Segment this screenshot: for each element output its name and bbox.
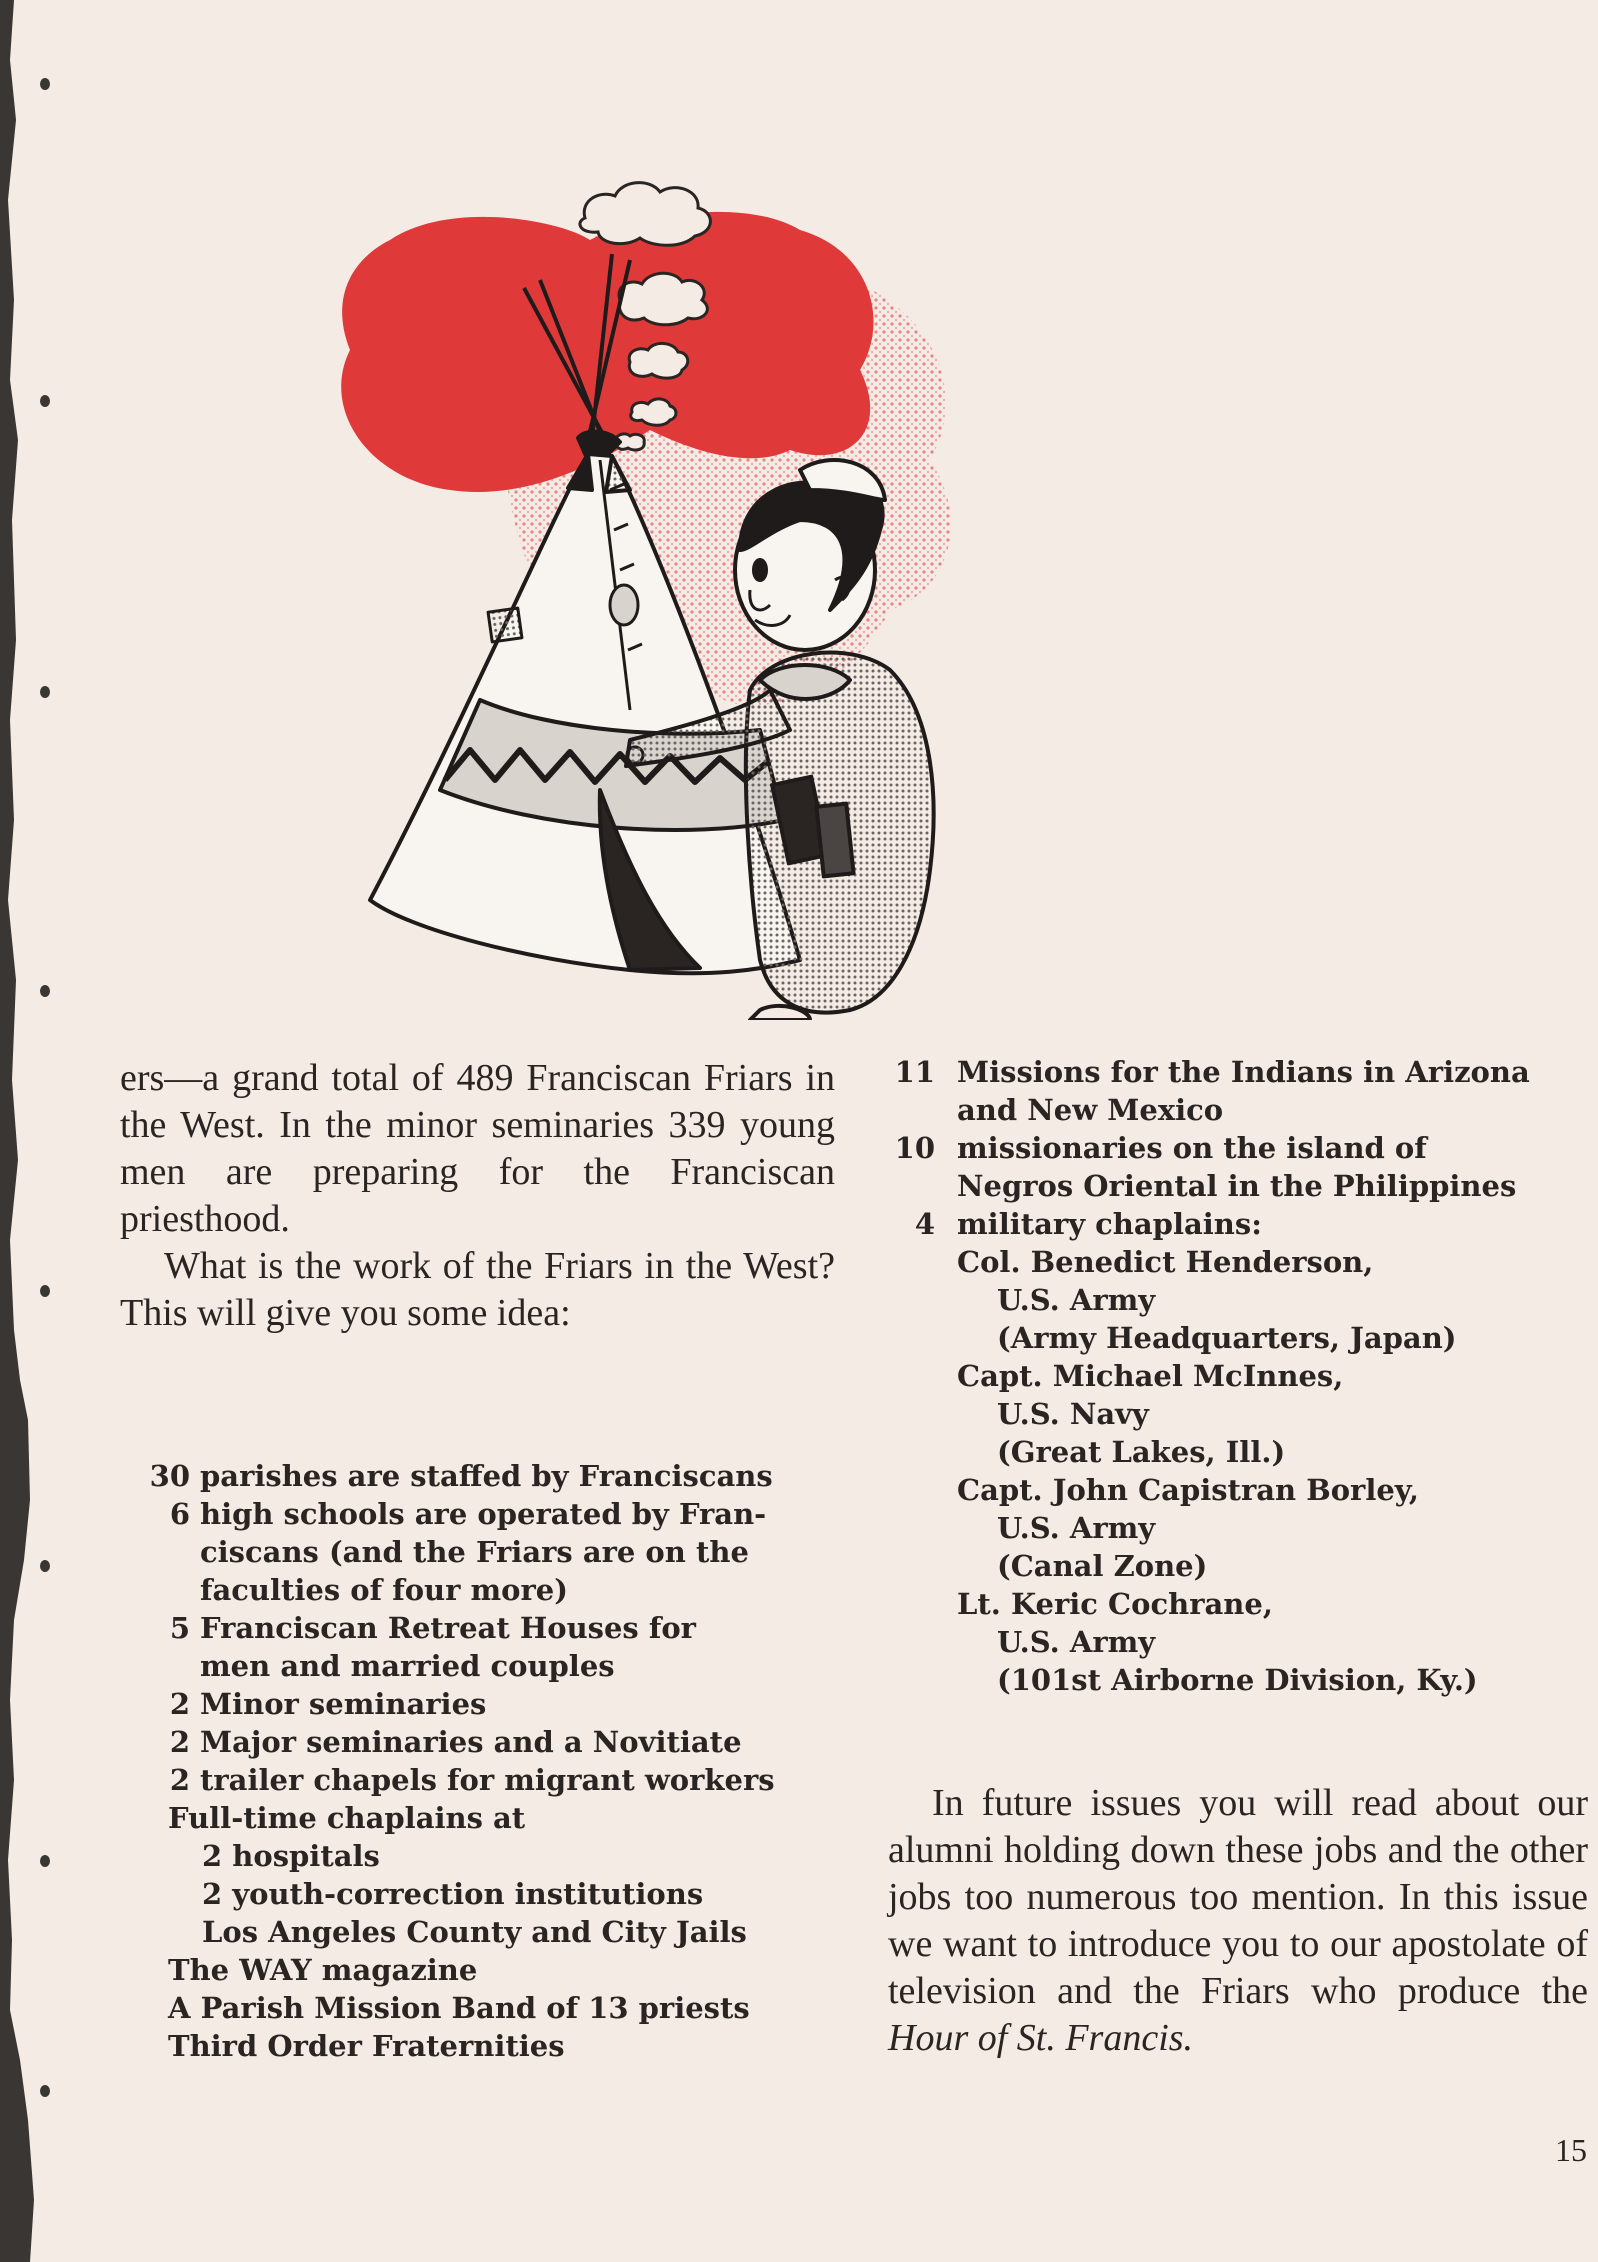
- chaplain-post: (Great Lakes, Ill.): [997, 1435, 1286, 1469]
- left-column: [120, 1055, 835, 1337]
- list-item: Third Order Fraternities: [168, 2029, 565, 2063]
- chaplain-item: Los Angeles County and City Jails: [202, 1915, 747, 1949]
- chaplain-post: (101st Airborne Division, Ky.): [997, 1663, 1478, 1697]
- closing-paragraph-text: In future issues you will read about our alumni holding down these jobs and the other jobs too numerous too mention. In this issue we want to introduce you to our apostolate of television and the Friars who produce the: [888, 1782, 1588, 2012]
- list-number: 6: [169, 1497, 190, 1531]
- program-title: Hour of St. Francis.: [888, 2017, 1194, 2059]
- binding-hole: [40, 1855, 50, 1867]
- list-number: 2: [169, 1763, 190, 1797]
- list-item: [140, 1685, 840, 1723]
- list-item: [140, 1495, 840, 1609]
- torn-edge-decoration: [0, 0, 40, 2262]
- right-column-paragraph-container: [888, 1780, 1588, 2062]
- chaplain-name: Capt. Michael McInnes,: [957, 1359, 1344, 1393]
- binding-hole: [40, 78, 50, 90]
- list-number: 4: [914, 1207, 935, 1241]
- list-line: Major seminaries and a Novitiate: [200, 1725, 742, 1759]
- list-line: military chaplains:: [957, 1207, 1262, 1241]
- list-item: [895, 1129, 1595, 1205]
- list-line: parishes are staffed by Franciscans: [200, 1459, 773, 1493]
- list-line: Missions for the Indians in Arizona: [957, 1055, 1530, 1089]
- chaplain-item: 2 hospitals: [202, 1839, 380, 1873]
- list-line: Franciscan Retreat Houses for: [200, 1611, 696, 1645]
- list-number: 30: [149, 1459, 190, 1493]
- missions-list: [895, 1053, 1595, 1699]
- list-line: missionaries on the island of: [957, 1131, 1427, 1165]
- works-list: [140, 1457, 840, 2065]
- chaplain-branch: U.S. Navy: [997, 1397, 1149, 1431]
- list-item: [140, 1723, 840, 1761]
- list-line: Negros Oriental in the Philippines: [957, 1169, 1517, 1203]
- list-item: The WAY magazine: [168, 1953, 478, 1987]
- list-line: ciscans (and the Friars are on the: [200, 1535, 749, 1569]
- list-item: [140, 1609, 840, 1685]
- list-line: trailer chapels for migrant workers: [200, 1763, 775, 1797]
- binding-hole: [40, 1560, 50, 1572]
- chaplain-name: Col. Benedict Henderson,: [957, 1245, 1374, 1279]
- list-item: [140, 1457, 840, 1495]
- list-number: 11: [894, 1055, 935, 1089]
- chaplain-item: 2 youth-correction institutions: [202, 1877, 704, 1911]
- list-item: A Parish Mission Band of 13 priests: [168, 1991, 750, 2025]
- chaplain-post: (Army Headquarters, Japan): [997, 1321, 1457, 1355]
- binding-hole: [40, 2085, 50, 2097]
- chaplain-branch: U.S. Army: [997, 1511, 1156, 1545]
- chaplains-heading: Full-time chaplains at: [168, 1801, 526, 1835]
- list-number: 2: [169, 1725, 190, 1759]
- list-item: [895, 1053, 1595, 1129]
- paragraph: What is the work of the Friars in the West? This will give you some idea:: [120, 1245, 835, 1334]
- list-number: 5: [169, 1611, 190, 1645]
- list-line: men and married couples: [200, 1649, 615, 1683]
- list-line: faculties of four more): [200, 1573, 568, 1607]
- chaplain-branch: U.S. Army: [997, 1283, 1156, 1317]
- list-item: [140, 1761, 840, 1799]
- list-number: 10: [894, 1131, 935, 1165]
- binding-hole: [40, 395, 50, 407]
- binding-hole: [40, 1285, 50, 1297]
- list-item: [895, 1205, 1595, 1243]
- list-number: 2: [169, 1687, 190, 1721]
- list-line: Minor seminaries: [200, 1687, 487, 1721]
- paragraph: ers—a grand total of 489 Franciscan Friars in the West. In the minor seminaries 339 young men are preparing for the Franciscan priesthood.: [120, 1057, 835, 1240]
- closing-paragraph: [888, 1780, 1588, 2062]
- binding-hole: [40, 985, 50, 997]
- chaplain-name: Capt. John Capistran Borley,: [957, 1473, 1419, 1507]
- chaplain-name: Lt. Keric Cochrane,: [957, 1587, 1273, 1621]
- list-line: high schools are operated by Fran-: [200, 1497, 767, 1531]
- list-line: and New Mexico: [957, 1093, 1224, 1127]
- chaplain-branch: U.S. Army: [997, 1625, 1156, 1659]
- chaplain-post: (Canal Zone): [997, 1549, 1208, 1583]
- binding-hole: [40, 686, 50, 698]
- page-number: 15: [1555, 2132, 1587, 2168]
- friar-teepee-illustration: [330, 170, 1070, 1020]
